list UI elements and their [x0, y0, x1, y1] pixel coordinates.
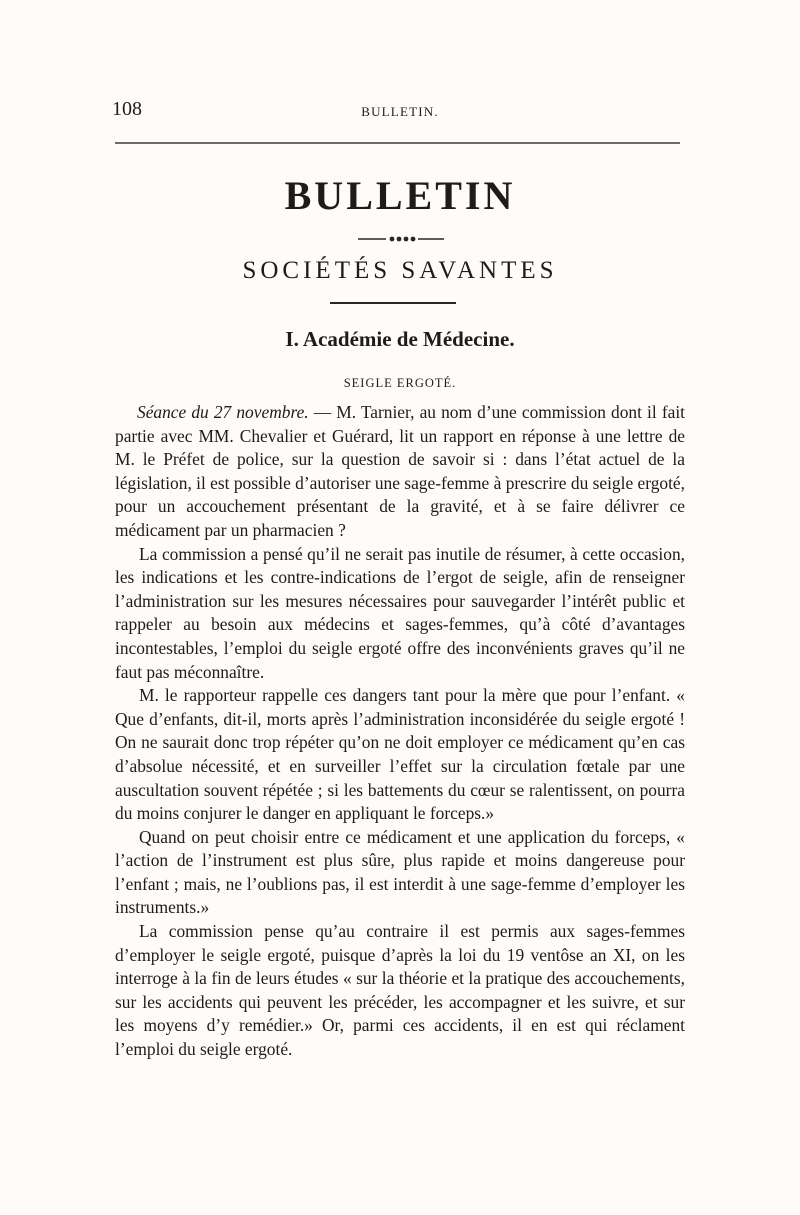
ornament-divider: [356, 235, 446, 243]
paragraph-2: La commission a pensé qu’il ne serait pas inutile de résumer, à cette occasion, les indications et les contre-indications de l’ergot de seigle, afin de renseigner l’administration sur les mesures nécessaires pour sauvegarder l’intérêt public et rappeler au besoin aux médecins et sages-femmes, qu’à côté d’avantages incontestables, l’emploi du seigle ergoté offre des inconvénients graves qu’il ne faut pas méconnaître.: [115, 543, 685, 682]
header-rule: [115, 142, 680, 144]
section-title: SOCIÉTÉS SAVANTES: [242, 257, 558, 284]
topic-title: SEIGLE ERGOTÉ.: [343, 376, 457, 390]
paragraph-4: Quand on peut choisir entre ce médicament et une application du forceps, « l’action de l’instrument est plus sûre, plus rapide et moins dangereuse pour l’enfant ; mais, ne l’oublions pas, il est interdit à une sage-femme d’employer les instruments.»: [115, 826, 685, 918]
paragraph-1: [115, 401, 685, 543]
subsection-title: I. Académie de Médecine.: [285, 327, 515, 351]
paragraph-3: M. le rapporteur rappelle ces dangers tant pour la mère que pour l’enfant. « Que d’enfants, dit-il, morts après l’administration inconsidérée du seigle ergoté ! On ne saurait donc trop répéter qu’on ne doit employer ce médicament qu’en cas d’absolue nécessité, et en surveiller l’effet sur la circulation fœtale par une auscultation souvent répétée ; si les battements du cœur se ralentissent, on pourra du moins conjurer le danger en appliquant le forceps.»: [115, 685, 685, 824]
paragraph-text: — M. Tarnier, au nom d’une commission dont il fait partie avec MM. Chevalier et Guérard, lit un rapport en réponse à une lettre de M. le Préfet de police, sur la question de savoir si : dans l’état actuel de la législation, il est possible d’autoriser une sage-femme à prescrire du seigle ergoté, pour un accouchement présentant de la gravité, et à se faire délivrer ce médicament par un pharmacien ?: [115, 402, 686, 540]
paragraph-5: La commission pense qu’au contraire il est permis aux sages-femmes d’employer le seigle ergoté, puisque d’après la loi du 19 ventôse an XI, on les interroge à la fin de leurs études « sur la théorie et la pratique des accouchements, sur les accidents qui peuvent les précéder, les accompagner et les suivre, et sur les moyens d’y remédier.» Or, parmi ces accidents, il en est qui réclament l’emploi du seigle ergoté.: [115, 921, 685, 1060]
page-number: 108: [112, 98, 142, 120]
session-date: Séance du 27 novembre.: [137, 402, 309, 422]
running-title: BULLETIN.: [361, 104, 439, 119]
article-body: [115, 401, 685, 1062]
section-rule: [330, 302, 456, 304]
running-head: [0, 98, 800, 128]
bulletin-title: BULLETIN: [284, 173, 516, 218]
